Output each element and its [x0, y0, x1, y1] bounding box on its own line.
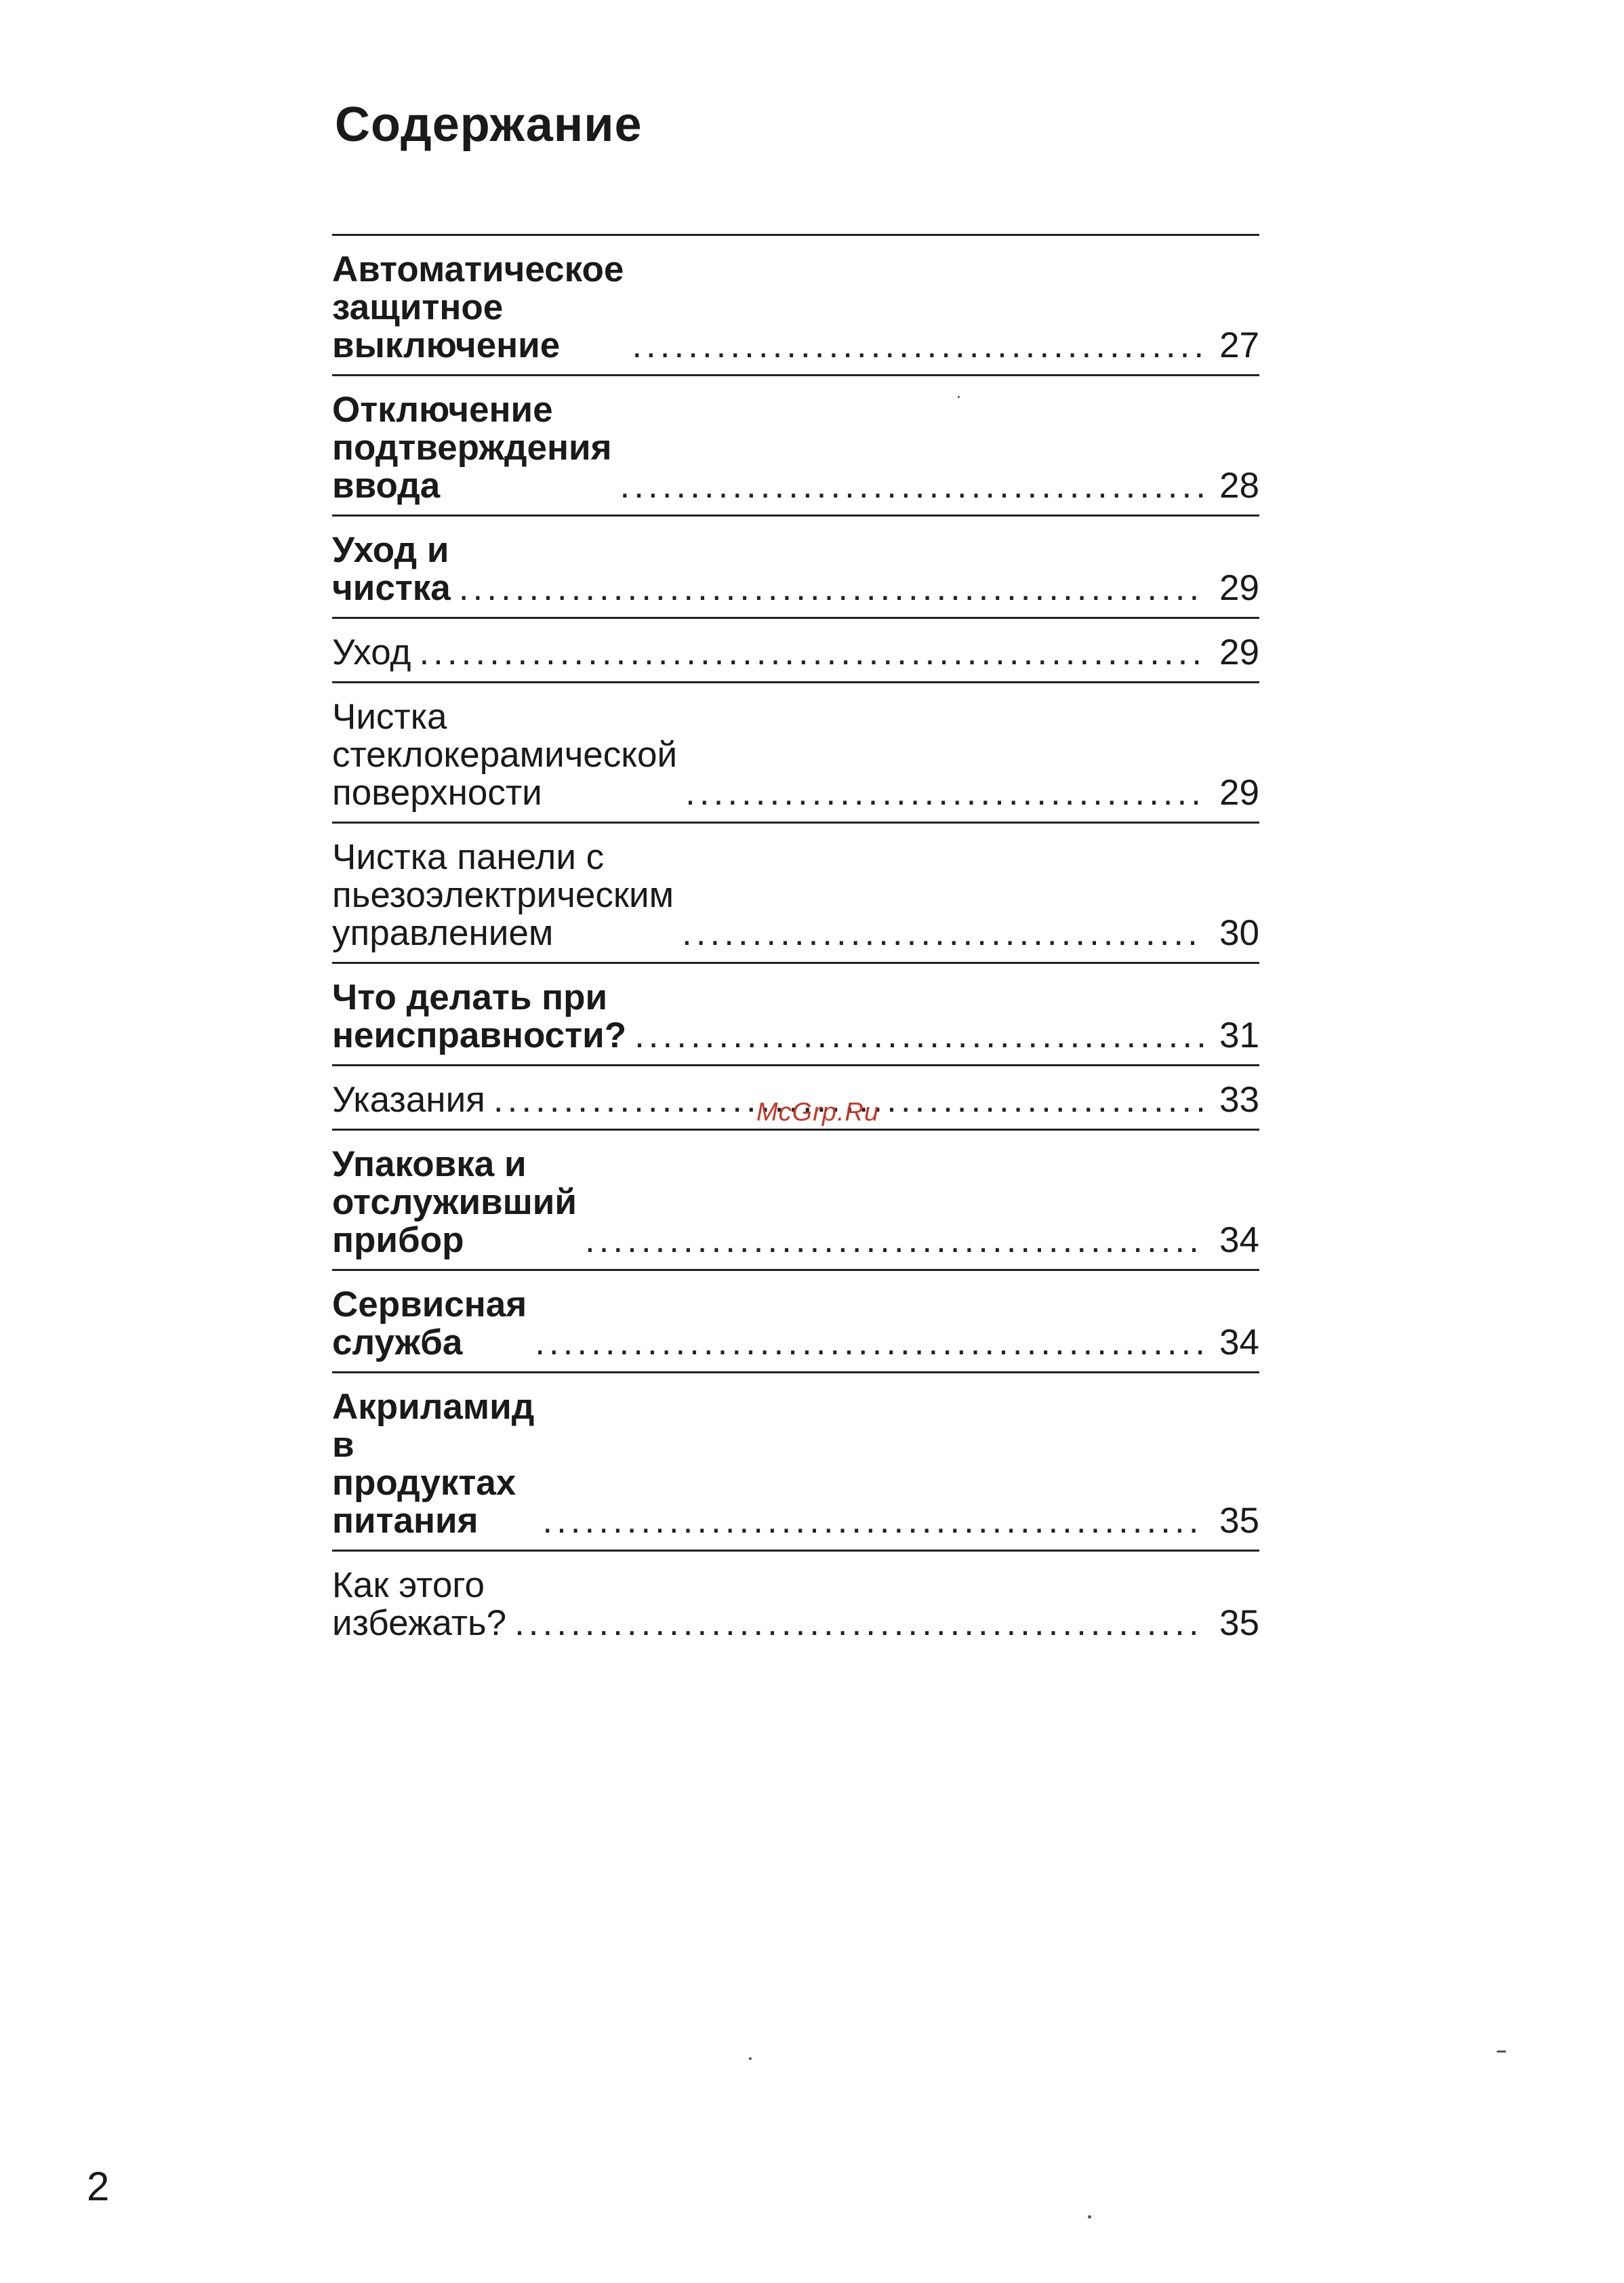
dot-leader	[514, 1604, 1204, 1642]
toc-entry-service[interactable]	[332, 1271, 1259, 1373]
toc-entry-packaging-disposal[interactable]	[332, 1131, 1259, 1271]
scan-speck	[1497, 2050, 1506, 2053]
toc-page-number: 29	[1219, 773, 1259, 813]
toc-entry-text: Указания	[332, 1080, 485, 1120]
toc-entry-text-line-2: управлением	[332, 913, 554, 953]
toc-page-number: 34	[1219, 1220, 1259, 1260]
toc-page-number: 29	[1219, 632, 1259, 672]
toc-entry-auto-shutoff[interactable]	[332, 236, 1259, 376]
dot-leader	[682, 914, 1204, 952]
scan-speck	[749, 2057, 752, 2060]
toc-entry-text: Что делать при неисправности?	[332, 977, 627, 1055]
dot-leader	[685, 774, 1204, 812]
toc-entry-text: Отключение подтверждения ввода	[332, 390, 612, 506]
toc-entry-care[interactable]	[332, 619, 1259, 683]
toc-entry-piezo-panel-cleaning[interactable]	[332, 824, 1259, 964]
page-title: Содержание	[335, 98, 643, 152]
toc-page-number: 27	[1219, 325, 1259, 365]
toc-entry-input-confirmation[interactable]	[332, 376, 1259, 517]
dot-leader	[535, 1324, 1204, 1362]
toc-entry-acrylamide[interactable]	[332, 1373, 1259, 1552]
toc-page-number: 33	[1219, 1080, 1259, 1120]
dot-leader	[620, 467, 1204, 505]
scan-speck	[958, 396, 960, 398]
toc-page-number: 30	[1219, 913, 1259, 953]
toc-entry-how-to-avoid[interactable]	[332, 1552, 1259, 1652]
toc-entry-care-cleaning[interactable]	[332, 517, 1259, 619]
toc-page-number: 31	[1219, 1015, 1259, 1055]
toc-entry-text: Упаковка и отслуживший прибор	[332, 1144, 577, 1260]
toc-entry-text: Сервисная служба	[332, 1285, 527, 1362]
toc-entry-text: Уход	[332, 632, 411, 672]
toc-entry-text: Акриламид в продуктах питания	[332, 1387, 535, 1541]
dot-leader	[585, 1221, 1204, 1259]
toc-page-number: 35	[1219, 1501, 1259, 1541]
toc-entry-text	[332, 839, 674, 952]
scan-speck	[1088, 2215, 1091, 2219]
toc-entry-text: Уход и чистка	[332, 530, 451, 608]
dot-leader	[459, 569, 1204, 607]
table-of-contents	[332, 234, 1259, 1652]
toc-page-number: 28	[1219, 466, 1259, 506]
toc-page-number: 35	[1219, 1603, 1259, 1643]
toc-page-number: 34	[1219, 1322, 1259, 1362]
dot-leader	[542, 1502, 1204, 1540]
toc-entry-troubleshooting[interactable]	[332, 964, 1259, 1066]
watermark-link[interactable]: McGrp.Ru	[756, 1098, 880, 1127]
toc-entry-glass-ceramic-cleaning[interactable]	[332, 683, 1259, 824]
dot-leader	[632, 327, 1204, 365]
toc-entry-text: Как этого избежать?	[332, 1565, 507, 1643]
page-number: 2	[87, 2164, 110, 2209]
toc-entry-text: Автоматическое защитное выключение	[332, 249, 624, 365]
toc-entry-text-line-1: Чистка панели с пьезоэлектрическим	[332, 837, 674, 915]
dot-leader	[634, 1017, 1204, 1055]
toc-page-number: 29	[1219, 568, 1259, 608]
dot-leader	[419, 634, 1204, 672]
toc-entry-text: Чистка стеклокерамической поверхности	[332, 697, 678, 813]
